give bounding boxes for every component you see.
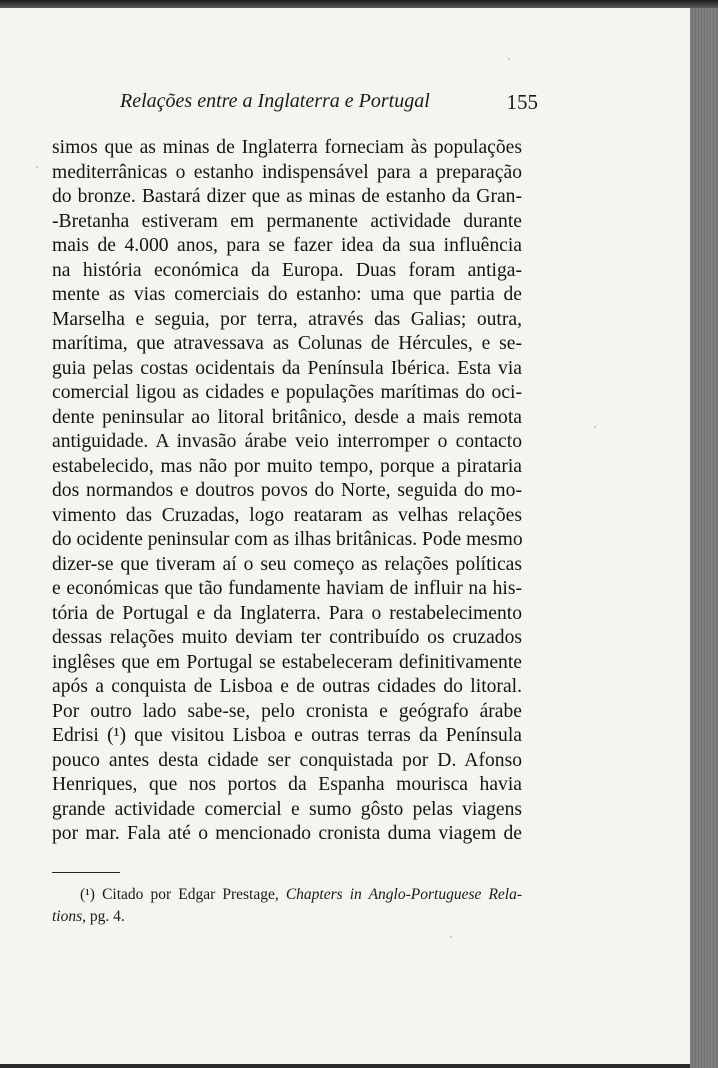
top-edge-shadow bbox=[0, 0, 718, 8]
text-line: comercial ligou as cidades e populações marítimas do oci- bbox=[52, 382, 522, 403]
text-line: inglêses que em Portugal se estabeleceram definitivamente bbox=[52, 651, 522, 673]
text-line: estabelecido, mas não por muito tempo, porque a pirataria bbox=[52, 455, 522, 477]
text-line: vimento das Cruzadas, logo reataram as velhas relações bbox=[52, 504, 522, 526]
text-line: na história económica da Europa. Duas foram antiga- bbox=[52, 259, 522, 281]
text-line: dizer-se que tiveram aí o seu começo as relações políticas bbox=[52, 553, 522, 575]
text-line: Por outro lado sabe-se, pelo cronista e geógrafo árabe bbox=[52, 700, 522, 722]
text-line: dos normandos e doutros povos do Norte, seguida do mo- bbox=[52, 480, 522, 501]
footnote-line-2 bbox=[52, 906, 522, 928]
text-line: pouco antes desta cidade ser conquistada por D. Afonso bbox=[52, 749, 522, 771]
paper-speck bbox=[594, 426, 596, 428]
text-line: mediterrânicas o estanho indispensável para a preparação bbox=[52, 161, 522, 183]
footnote-text-after: , pg. 4. bbox=[82, 908, 125, 925]
footnote-title-cont: tions bbox=[52, 908, 83, 925]
body-text bbox=[52, 136, 522, 847]
running-title: Relações entre a Inglaterra e Portugal bbox=[120, 90, 430, 112]
text-line: Marselha e seguia, por terra, através das Galias; outra, bbox=[52, 308, 522, 330]
footnote-title: Chapters in Anglo-Portuguese Rela- bbox=[285, 886, 523, 903]
text-line: mente as vias comerciais do estanho: uma que partia de bbox=[52, 284, 522, 305]
footnote bbox=[52, 884, 522, 928]
running-head bbox=[120, 90, 540, 120]
text-line: do ocidente peninsular com as ilhas britânicas. Pode mesmo bbox=[52, 529, 523, 550]
text-line: dessas relações muito deviam ter contribuído os cruzados bbox=[52, 627, 522, 648]
text-line: por mar. Fala até o mencionado cronista duma viagem de bbox=[52, 823, 522, 844]
text-line: antiguidade. A invasão árabe veio interromper o contacto bbox=[52, 431, 522, 452]
text-line: grande actividade comercial e sumo gôsto pelas viagens bbox=[52, 798, 522, 820]
text-line: Henriques, que nos portos da Espanha mourisca havia bbox=[52, 774, 522, 795]
footnote-marker: (¹) bbox=[80, 886, 95, 903]
text-line: após a conquista de Lisboa e de outras cidades do litoral. bbox=[52, 676, 522, 697]
text-line: do bronze. Bastará dizer que as minas de estanho da Gran- bbox=[52, 186, 522, 207]
text-line: simos que as minas de Inglaterra forneciam às populações bbox=[52, 137, 522, 158]
text-line: -Bretanha estiveram em permanente actividade durante bbox=[52, 210, 522, 232]
text-line: dente peninsular ao litoral britânico, desde a mais remota bbox=[52, 406, 522, 428]
footnote-text: Citado por Edgar Prestage, bbox=[102, 886, 279, 903]
text-line: Edrisi (¹) que visitou Lisboa e outras terras da Península bbox=[52, 725, 522, 746]
text-line: tória de Portugal e da Inglaterra. Para o restabelecimento bbox=[52, 602, 522, 624]
paper-speck bbox=[36, 166, 38, 168]
footnote-rule bbox=[52, 872, 120, 873]
footnote-line-1 bbox=[52, 884, 522, 906]
text-line: marítima, que atravessava as Colunas de Hércules, e se- bbox=[52, 333, 522, 354]
page-number: 155 bbox=[506, 90, 538, 114]
book-page bbox=[0, 6, 690, 1064]
paper-speck bbox=[450, 936, 452, 938]
text-line: guia pelas costas ocidentais da Península Ibérica. Esta via bbox=[52, 357, 522, 379]
paper-speck bbox=[508, 58, 510, 60]
text-line: mais de 4.000 anos, para se fazer idea da sua influência bbox=[52, 235, 522, 256]
page-edge-stack bbox=[690, 0, 718, 1068]
text-line: e económicas que tão fundamente haviam de influir na his- bbox=[52, 578, 522, 599]
